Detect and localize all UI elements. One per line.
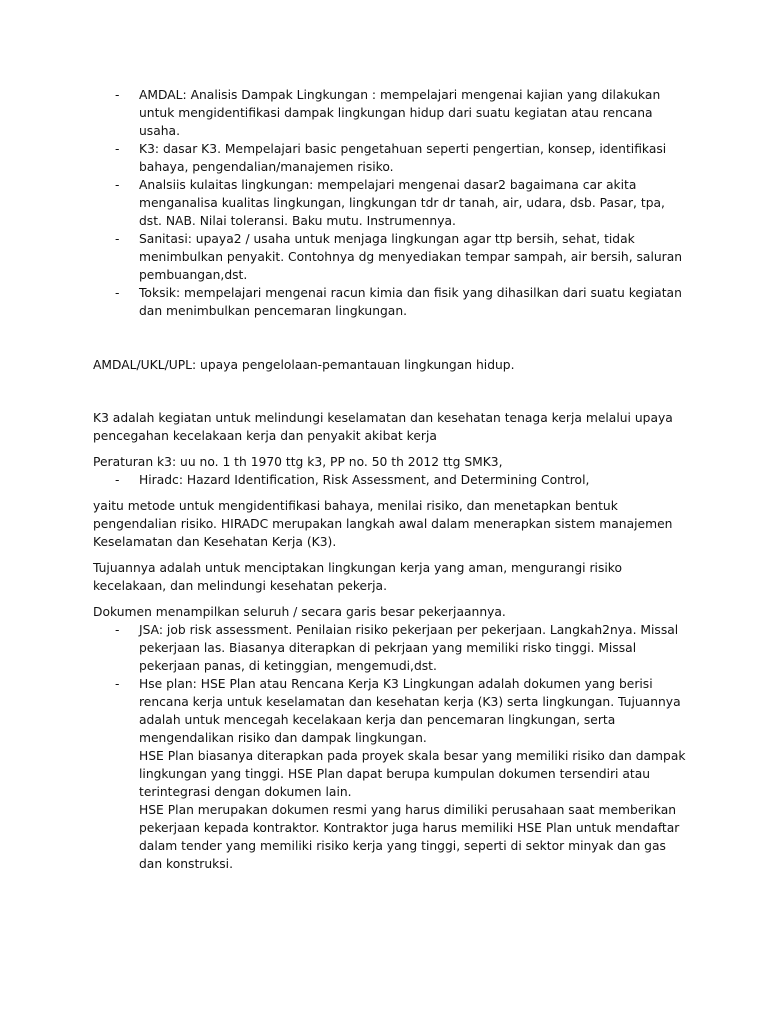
course-topic-list xyxy=(93,86,688,320)
list-item-text: Sanitasi: upaya2 / usaha untuk menjaga lingkungan agar ttp bersih, sehat, tidak menimbulkan penyakit. Contohnya dg menyediakan tempar sampah, air bersih, saluran pembuangan,dst. xyxy=(139,232,683,282)
document-summary-paragraph: Dokumen menampilkan seluruh / secara garis besar pekerjaannya. xyxy=(93,605,506,619)
dash-bullet: - xyxy=(115,473,120,487)
list-item-text: AMDAL: Analisis Dampak Lingkungan : mempelajari mengenai kajian yang dilakukan untuk mengidentifikasi dampak lingkungan hidup dari suatu kegiatan atau rencana usaha. xyxy=(139,88,661,138)
list-item xyxy=(115,471,688,489)
list-item xyxy=(115,675,688,873)
list-item-continuation-text: HSE Plan biasanya diterapkan pada proyek skala besar yang memiliki risiko dan dampak lingkungan yang tinggi. HSE Plan dapat berupa kumpulan dokumen tersendiri atau terintegrasi dengan dokumen lain. xyxy=(139,749,686,799)
list-item-text: Toksik: mempelajari mengenai racun kimia dan fisik yang dihasilkan dari suatu kegiatan dan menimbulkan pencemaran lingkungan. xyxy=(139,286,682,318)
list-item xyxy=(115,140,688,176)
amdal-paragraph: AMDAL/UKL/UPL: upaya pengelolaan-pemantauan lingkungan hidup. xyxy=(93,358,515,372)
dash-bullet: - xyxy=(115,178,120,192)
dash-bullet: - xyxy=(115,142,120,156)
k3-regulation-paragraph: Peraturan k3: uu no. 1 th 1970 ttg k3, PP no. 50 th 2012 ttg SMK3, xyxy=(93,455,503,469)
dash-bullet: - xyxy=(115,677,120,691)
hiradc-list xyxy=(93,471,688,489)
list-item xyxy=(115,621,688,675)
dash-bullet: - xyxy=(115,88,120,102)
hiradc-description-paragraph: yaitu metode untuk mengidentifikasi bahaya, menilai risiko, dan menetapkan bentuk pengendalian risiko. HIRADC merupakan langkah awal dalam menerapkan sistem manajemen Keselamatan dan Kesehatan Kerja (K3). xyxy=(93,499,673,549)
list-item-text: Hiradc: Hazard Identification, Risk Assessment, and Determining Control, xyxy=(139,473,590,487)
list-item-text: Analsiis kulaitas lingkungan: mempelajari mengenai dasar2 bagaimana car akita menganalisa kualitas lingkungan, lingkungan tdr dr tanah, air, udara, dsb. Pasar, tpa, dst. NAB. Nilai toleransi. Baku mutu. Instrumennya. xyxy=(139,178,665,228)
list-item xyxy=(115,86,688,140)
document-types-list xyxy=(93,621,688,873)
dash-bullet: - xyxy=(115,286,120,300)
list-item xyxy=(115,230,688,284)
dash-bullet: - xyxy=(115,232,120,246)
list-item-continuation-text: HSE Plan merupakan dokumen resmi yang harus dimiliki perusahaan saat memberikan pekerjaan kepada kontraktor. Kontraktor juga harus memiliki HSE Plan untuk mendaftar dalam tender yang memiliki risiko kerja yang tinggi, seperti di sektor minyak dan gas dan konstruksi. xyxy=(139,803,680,871)
list-item xyxy=(115,176,688,230)
dash-bullet: - xyxy=(115,623,120,637)
list-item xyxy=(115,284,688,320)
list-item-text: K3: dasar K3. Mempelajari basic pengetahuan seperti pengertian, konsep, identifikasi bahaya, pengendalian/manajemen risiko. xyxy=(139,142,667,174)
k3-definition-paragraph: K3 adalah kegiatan untuk melindungi keselamatan dan kesehatan tenaga kerja melalui upaya pencegahan kecelakaan kerja dan penyakit akibat kerja xyxy=(93,411,673,443)
list-item-text: Hse plan: HSE Plan atau Rencana Kerja K3 Lingkungan adalah dokumen yang berisi rencana kerja untuk keselamatan dan kesehatan kerja (K3) serta lingkungan. Tujuannya adalah untuk mencegah kecelakaan kerja dan pencemaran lingkungan, serta mengendalikan risiko dan dampak lingkungan. xyxy=(139,677,681,745)
list-item-text: JSA: job risk assessment. Penilaian risiko pekerjaan per pekerjaan. Langkah2nya. Missal pekerjaan las. Biasanya diterapkan di pekrjaan yang memiliki risko tinggi. Missal pekerjaan panas, di ketinggian, mengemudi,dst. xyxy=(139,623,679,673)
hiradc-purpose-paragraph: Tujuannya adalah untuk menciptakan lingkungan kerja yang aman, mengurangi risiko kecelakaan, dan melindungi kesehatan pekerja. xyxy=(93,561,622,593)
